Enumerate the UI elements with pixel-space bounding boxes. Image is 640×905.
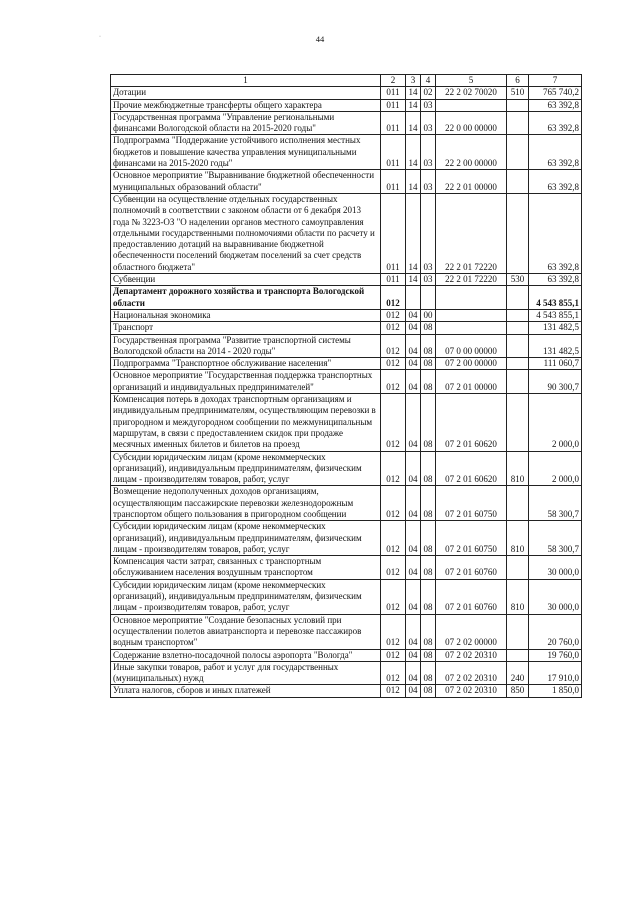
section-cell: 04 xyxy=(406,685,421,697)
table-row xyxy=(111,661,582,685)
section-cell: 14 xyxy=(406,135,421,170)
subsection-cell: 08 xyxy=(421,521,436,556)
item-name-cell: Государственная программа "Управление региональными финансами Вологодской области на 2015-2020 годы" xyxy=(111,111,381,135)
subsection-cell: 08 xyxy=(421,334,436,358)
section-cell: 14 xyxy=(406,87,421,99)
table-row xyxy=(111,556,582,580)
admin-code-cell: 011 xyxy=(381,135,406,170)
expense-type-cell xyxy=(507,358,529,370)
item-name-cell: Основное мероприятие "Создание безопасных условий при осуществлении полетов авиатранспорта и перевозке пассажиров водным транспортом" xyxy=(111,614,381,649)
subsection-cell: 08 xyxy=(421,322,436,334)
amount-cell: 90 300,7 xyxy=(529,370,582,394)
expense-type-cell: 810 xyxy=(507,579,529,614)
target-article-cell: 07 2 02 20310 xyxy=(436,685,507,697)
target-article-cell xyxy=(436,322,507,334)
section-cell: 04 xyxy=(406,451,421,486)
expense-type-cell xyxy=(507,322,529,334)
target-article-cell: 07 2 00 00000 xyxy=(436,358,507,370)
subsection-cell: 08 xyxy=(421,556,436,580)
item-name-cell: Уплата налогов, сборов и иных платежей xyxy=(111,685,381,697)
admin-code-cell: 011 xyxy=(381,99,406,111)
admin-code-cell: 012 xyxy=(381,649,406,661)
expense-type-cell xyxy=(507,309,529,321)
target-article-cell xyxy=(436,309,507,321)
section-cell xyxy=(406,286,421,310)
admin-code-cell: 011 xyxy=(381,274,406,286)
subsection-cell: 03 xyxy=(421,170,436,194)
expense-type-cell: 240 xyxy=(507,661,529,685)
admin-code-cell: 012 xyxy=(381,334,406,358)
amount-cell: 30 000,0 xyxy=(529,556,582,580)
subsection-cell: 08 xyxy=(421,579,436,614)
expense-type-cell: 510 xyxy=(507,87,529,99)
expense-type-cell: 850 xyxy=(507,685,529,697)
section-cell: 14 xyxy=(406,170,421,194)
amount-cell: 19 760,0 xyxy=(529,649,582,661)
table-row xyxy=(111,170,582,194)
subsection-cell: 03 xyxy=(421,135,436,170)
item-name-cell: Основное мероприятие "Выравнивание бюджетной обеспеченности муниципальных образований области" xyxy=(111,170,381,194)
item-name-cell: Дотации xyxy=(111,87,381,99)
section-cell: 04 xyxy=(406,309,421,321)
item-name-cell: Субвенции на осуществление отдельных государственных полномочий в соответствии с законом области от 6 декабря 2013 года № 3223-ОЗ "О наделении органов местного самоуправления отдельными государственными полномочиями области по расчету и предоставлению дотаций на выравнивание бюджетной обеспеченности поселений бюджетам поселений за счет средств областного бюджета" xyxy=(111,193,381,273)
column-header-6: 6 xyxy=(507,75,529,87)
amount-cell: 17 910,0 xyxy=(529,661,582,685)
column-header-1: 1 xyxy=(111,75,381,87)
expense-type-cell xyxy=(507,193,529,273)
section-cell: 14 xyxy=(406,193,421,273)
subsection-cell: 08 xyxy=(421,614,436,649)
admin-code-cell: 012 xyxy=(381,309,406,321)
item-name-cell: Национальная экономика xyxy=(111,309,381,321)
section-cell: 04 xyxy=(406,394,421,451)
admin-code-cell: 012 xyxy=(381,661,406,685)
target-article-cell: 07 2 01 60750 xyxy=(436,521,507,556)
amount-cell: 2 000,0 xyxy=(529,394,582,451)
section-cell: 04 xyxy=(406,556,421,580)
section-cell: 04 xyxy=(406,486,421,521)
table-row xyxy=(111,685,582,697)
table-row xyxy=(111,394,582,451)
subsection-cell: 03 xyxy=(421,193,436,273)
amount-cell: 4 543 855,1 xyxy=(529,286,582,310)
table-row xyxy=(111,451,582,486)
target-article-cell: 07 2 01 60620 xyxy=(436,394,507,451)
expense-type-cell xyxy=(507,370,529,394)
target-article-cell: 07 2 01 60620 xyxy=(436,451,507,486)
section-cell: 04 xyxy=(406,614,421,649)
expense-type-cell: 810 xyxy=(507,451,529,486)
target-article-cell: 07 2 01 60750 xyxy=(436,486,507,521)
amount-cell: 63 392,8 xyxy=(529,193,582,273)
target-article-cell: 22 2 02 70020 xyxy=(436,87,507,99)
subsection-cell: 08 xyxy=(421,358,436,370)
table-row xyxy=(111,274,582,286)
item-name-cell: Основное мероприятие "Государственная поддержка транспортных организаций и индивидуальных предпринимателей" xyxy=(111,370,381,394)
amount-cell: 765 740,2 xyxy=(529,87,582,99)
section-cell: 14 xyxy=(406,274,421,286)
admin-code-cell: 012 xyxy=(381,358,406,370)
table-row xyxy=(111,579,582,614)
item-name-cell: Содержание взлетно-посадочной полосы аэропорта "Вологда" xyxy=(111,649,381,661)
section-cell: 04 xyxy=(406,521,421,556)
target-article-cell: 07 2 01 60760 xyxy=(436,579,507,614)
item-name-cell: Субсидии юридическим лицам (кроме некоммерческих организаций), индивидуальным предпринимателям, физическим лицам - производителям товаров, работ, услуг xyxy=(111,521,381,556)
table-row xyxy=(111,286,582,310)
section-cell: 04 xyxy=(406,370,421,394)
amount-cell: 2 000,0 xyxy=(529,451,582,486)
amount-cell: 63 392,8 xyxy=(529,135,582,170)
subsection-cell: 08 xyxy=(421,661,436,685)
target-article-cell: 07 2 01 60760 xyxy=(436,556,507,580)
amount-cell: 131 482,5 xyxy=(529,334,582,358)
expense-type-cell xyxy=(507,286,529,310)
target-article-cell: 22 2 01 00000 xyxy=(436,170,507,194)
subsection-cell: 03 xyxy=(421,274,436,286)
admin-code-cell: 011 xyxy=(381,111,406,135)
table-header-row xyxy=(111,75,582,87)
admin-code-cell: 012 xyxy=(381,521,406,556)
amount-cell: 4 543 855,1 xyxy=(529,309,582,321)
budget-table xyxy=(110,74,582,698)
admin-code-cell: 012 xyxy=(381,394,406,451)
item-name-cell: Компенсация потерь в доходах транспортным организациям и индивидуальным предпринимателям, осуществляющим перевозки в пригородном и междугородном сообщении по межмуниципальным маршрутам, в связи с предоставлением скидок при продаже месячных именных билетов и билетов на проезд xyxy=(111,394,381,451)
expense-type-cell: 530 xyxy=(507,274,529,286)
amount-cell: 63 392,8 xyxy=(529,274,582,286)
amount-cell: 58 300,7 xyxy=(529,521,582,556)
table-row xyxy=(111,521,582,556)
expense-type-cell xyxy=(507,614,529,649)
table-row xyxy=(111,358,582,370)
item-name-cell: Транспорт xyxy=(111,322,381,334)
admin-code-cell: 011 xyxy=(381,193,406,273)
section-cell: 04 xyxy=(406,334,421,358)
target-article-cell xyxy=(436,286,507,310)
target-article-cell: 07 2 02 20310 xyxy=(436,661,507,685)
table-row xyxy=(111,334,582,358)
table-row xyxy=(111,99,582,111)
amount-cell: 63 392,8 xyxy=(529,111,582,135)
column-header-4: 4 xyxy=(421,75,436,87)
admin-code-cell: 012 xyxy=(381,286,406,310)
amount-cell: 63 392,8 xyxy=(529,170,582,194)
section-cell: 04 xyxy=(406,322,421,334)
admin-code-cell: 012 xyxy=(381,322,406,334)
table-row xyxy=(111,309,582,321)
subsection-cell: 08 xyxy=(421,394,436,451)
amount-cell: 20 760,0 xyxy=(529,614,582,649)
item-name-cell: Возмещение недополученных доходов организациям, осуществляющим пассажирские перевозки железнодорожным транспортом общего пользования в пригородном сообщении xyxy=(111,486,381,521)
item-name-cell: Подпрограмма "Транспортное обслуживание населения" xyxy=(111,358,381,370)
subsection-cell: 00 xyxy=(421,309,436,321)
expense-type-cell xyxy=(507,135,529,170)
table-row xyxy=(111,614,582,649)
expense-type-cell xyxy=(507,170,529,194)
admin-code-cell: 011 xyxy=(381,170,406,194)
table-row xyxy=(111,87,582,99)
column-header-5: 5 xyxy=(436,75,507,87)
item-name-cell: Подпрограмма "Поддержание устойчивого исполнения местных бюджетов и повышение качества управления муниципальными финансами на 2015-2020 годы" xyxy=(111,135,381,170)
target-article-cell: 07 2 01 00000 xyxy=(436,370,507,394)
target-article-cell: 22 2 01 72220 xyxy=(436,274,507,286)
amount-cell: 63 392,8 xyxy=(529,99,582,111)
item-name-cell: Субсидии юридическим лицам (кроме некоммерческих организаций), индивидуальным предпринимателям, физическим лицам - производителям товаров, работ, услуг xyxy=(111,579,381,614)
table-row xyxy=(111,322,582,334)
expense-type-cell xyxy=(507,486,529,521)
target-article-cell xyxy=(436,99,507,111)
section-cell: 14 xyxy=(406,99,421,111)
section-cell: 04 xyxy=(406,661,421,685)
amount-cell: 58 300,7 xyxy=(529,486,582,521)
section-cell: 04 xyxy=(406,358,421,370)
target-article-cell: 22 2 00 00000 xyxy=(436,135,507,170)
expense-type-cell xyxy=(507,556,529,580)
stray-mark: · xyxy=(99,34,101,40)
subsection-cell: 08 xyxy=(421,685,436,697)
page-number: 44 xyxy=(315,34,325,44)
subsection-cell: 03 xyxy=(421,99,436,111)
item-name-cell: Государственная программа "Развитие транспортной системы Вологодской области на 2014 - 2020 годы" xyxy=(111,334,381,358)
table-row xyxy=(111,370,582,394)
column-header-3: 3 xyxy=(406,75,421,87)
target-article-cell: 07 0 00 00000 xyxy=(436,334,507,358)
amount-cell: 111 060,7 xyxy=(529,358,582,370)
column-header-7: 7 xyxy=(529,75,582,87)
target-article-cell: 22 2 01 72220 xyxy=(436,193,507,273)
item-name-cell: Иные закупки товаров, работ и услуг для государственных (муниципальных) нужд xyxy=(111,661,381,685)
target-article-cell: 07 2 02 00000 xyxy=(436,614,507,649)
admin-code-cell: 012 xyxy=(381,370,406,394)
subsection-cell: 08 xyxy=(421,370,436,394)
amount-cell: 30 000,0 xyxy=(529,579,582,614)
amount-cell: 1 850,0 xyxy=(529,685,582,697)
subsection-cell: 08 xyxy=(421,649,436,661)
table-row xyxy=(111,135,582,170)
section-cell: 04 xyxy=(406,649,421,661)
item-name-cell: Компенсация части затрат, связанных с транспортным обслуживанием населения воздушным транспортом xyxy=(111,556,381,580)
subsection-cell: 08 xyxy=(421,451,436,486)
item-name-cell: Субсидии юридическим лицам (кроме некоммерческих организаций), индивидуальным предпринимателям, физическим лицам - производителям товаров, работ, услуг xyxy=(111,451,381,486)
admin-code-cell: 012 xyxy=(381,685,406,697)
admin-code-cell: 012 xyxy=(381,579,406,614)
admin-code-cell: 012 xyxy=(381,486,406,521)
section-cell: 04 xyxy=(406,579,421,614)
column-header-2: 2 xyxy=(381,75,406,87)
admin-code-cell: 012 xyxy=(381,556,406,580)
admin-code-cell: 012 xyxy=(381,451,406,486)
target-article-cell: 22 0 00 00000 xyxy=(436,111,507,135)
subsection-cell xyxy=(421,286,436,310)
subsection-cell: 08 xyxy=(421,486,436,521)
expense-type-cell: 810 xyxy=(507,521,529,556)
section-cell: 14 xyxy=(406,111,421,135)
table-row xyxy=(111,486,582,521)
subsection-cell: 03 xyxy=(421,111,436,135)
item-name-cell: Прочие межбюджетные трансферты общего характера xyxy=(111,99,381,111)
target-article-cell: 07 2 02 20310 xyxy=(436,649,507,661)
table-row xyxy=(111,111,582,135)
table-body xyxy=(111,87,582,697)
expense-type-cell xyxy=(507,334,529,358)
expense-type-cell xyxy=(507,394,529,451)
expense-type-cell xyxy=(507,99,529,111)
amount-cell: 131 482,5 xyxy=(529,322,582,334)
table-row xyxy=(111,193,582,273)
item-name-cell: Субвенции xyxy=(111,274,381,286)
table-row xyxy=(111,649,582,661)
expense-type-cell xyxy=(507,111,529,135)
subsection-cell: 02 xyxy=(421,87,436,99)
item-name-cell: Департамент дорожного хозяйства и транспорта Вологодской области xyxy=(111,286,381,310)
expense-type-cell xyxy=(507,649,529,661)
admin-code-cell: 012 xyxy=(381,614,406,649)
admin-code-cell: 011 xyxy=(381,87,406,99)
